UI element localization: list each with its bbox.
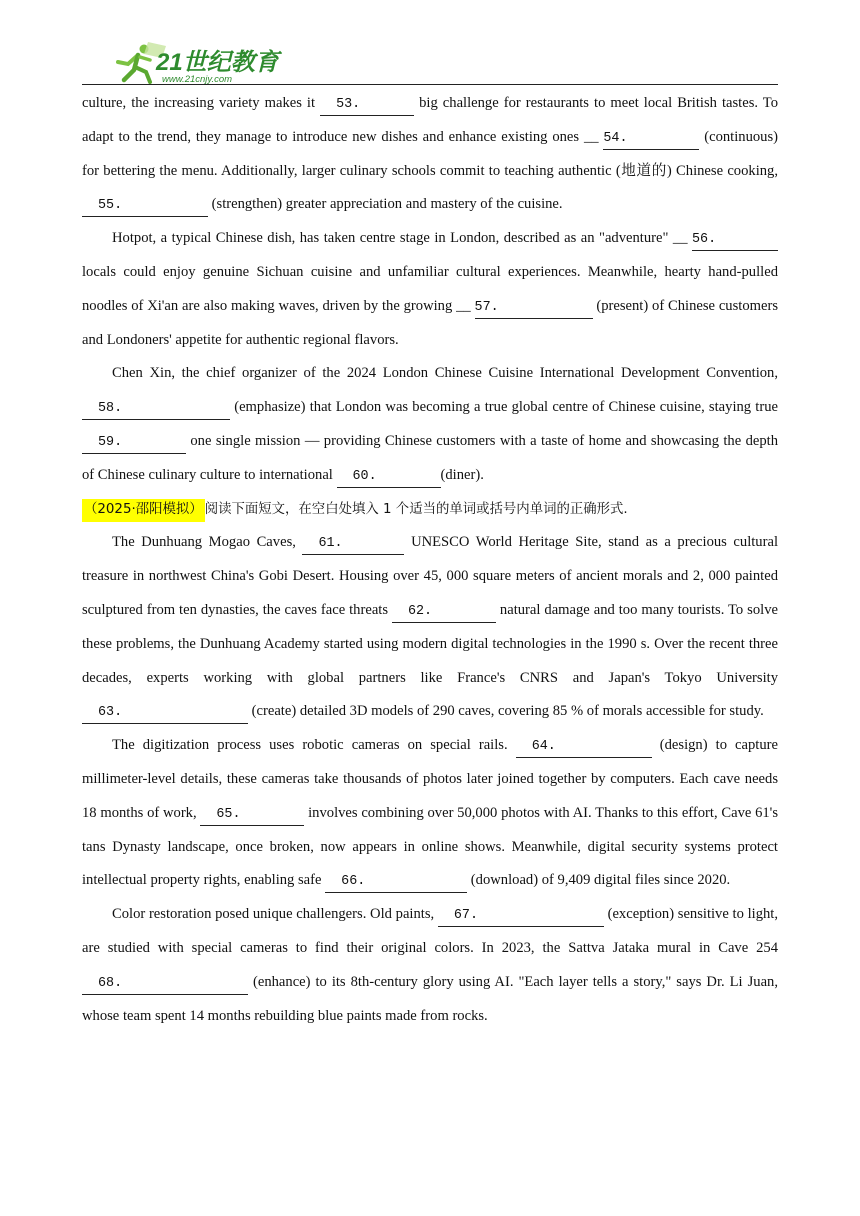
passage2-paragraph-3 — [82, 898, 778, 1033]
blank-63[interactable]: 63. — [82, 703, 248, 724]
document-body — [82, 87, 778, 1033]
blank-60[interactable]: 60. — [337, 467, 441, 488]
text: __ — [583, 128, 599, 145]
21cnjy-logo — [104, 40, 344, 84]
text: (enhance) to its 8th-century glory using AI. "Each layer tells a story," says Dr. Li Juan, whose team spent 14 months rebuilding blue paints made from rocks. — [82, 973, 778, 1024]
text: UNESCO World Heritage Site, stand as a precious cultural treasure in northwest China's Gobi Desert. Housing over 45, 000 square meters of ancient morals and 2, 000 painted sculptured from ten dynasties, the caves face threats — [82, 534, 778, 618]
blank-53[interactable]: 53. — [320, 95, 414, 116]
passage2-paragraph-2 — [82, 729, 778, 898]
blank-61[interactable]: 61. — [302, 534, 404, 555]
blank-62[interactable]: 62. — [392, 602, 496, 623]
source-tag: （2025·邵阳模拟） — [82, 499, 205, 522]
text: (download) of 9,409 digital files since 2020. — [467, 872, 731, 889]
text: one single mission — providing Chinese customers with a taste of home and showcasing the depth of Chinese culinary culture to international — [82, 432, 778, 483]
blank-59[interactable]: 59. — [82, 433, 186, 454]
text: (design) to capture millimeter-level details, these cameras take thousands of photos later joined together by computers. Each cave needs 18 months of work, — [82, 737, 779, 821]
text: natural damage and too many tourists. To solve these problems, the Dunhuang Academy started using modern digital technologies in the 1990 s. Over the recent three decades, experts working with global partners like France's CNRS and Japan's Tokyo University — [82, 601, 778, 686]
logo-url: www.21cnjy.com — [162, 74, 233, 84]
blank-65[interactable]: 65. — [200, 805, 304, 826]
instruction-text: 阅读下面短文，在空白处填入 1 个适当的单词或括号内单词的正确形式. — [204, 501, 628, 517]
passage1-paragraph-3 — [82, 357, 778, 492]
text: Color restoration posed unique challengers. Old paints, — [112, 906, 438, 923]
passage2-paragraph-1 — [82, 526, 778, 729]
text: big challenge for restaurants to meet local British tastes. To adapt to the trend, they manage to introduce new dishes and enhance existing ones — [82, 95, 778, 145]
blank-56[interactable]: 56. — [692, 230, 778, 251]
text: culture, the increasing variety makes it — [82, 95, 321, 111]
text: The Dunhuang Mogao Caves, — [112, 534, 303, 551]
text: locals could enjoy genuine Sichuan cuisine and unfamiliar cultural experiences. Meanwhile, hearty hand-pulled noodles of Xi'an are also making waves, driven by the growing — [82, 263, 778, 314]
text: Chen Xin, the chief organizer of the 2024 London Chinese Cuisine International Development Convention, — [112, 365, 778, 382]
blank-57[interactable]: 57. — [475, 298, 593, 319]
text: involves combining over 50,000 photos with AI. Thanks to this effort, Cave 61's tans Dynasty landscape, once broken, now appears in online shows. Meanwhile, digital security systems protect intellectual property rights, enabling safe — [82, 804, 778, 889]
passage1-paragraph-2 — [82, 222, 778, 357]
text: (continuous) for bettering the menu. Additionally, larger culinary schools commit to teaching authentic (地道的) Chinese cooking, — [82, 128, 779, 179]
text: (exception) sensitive to light, are studied with special cameras to find their original colors. In 2023, the Sattva Jataka mural in Cave 254 — [82, 906, 779, 956]
text: The digitization process uses robotic cameras on special rails. — [112, 737, 516, 754]
text: Hotpot, a typical Chinese dish, has taken centre stage in London, described as an "adventure" — [112, 230, 673, 247]
text: (strengthen) greater appreciation and mastery of the cuisine. — [208, 196, 563, 213]
logo-title: 21世纪教育 — [156, 49, 279, 76]
blank-55[interactable]: 55. — [82, 196, 208, 217]
blank-66[interactable]: 66. — [325, 872, 467, 893]
blank-68[interactable]: 68. — [82, 974, 248, 995]
text: __ — [456, 297, 471, 314]
text: (create) detailed 3D models of 290 caves, covering 85 % of morals accessible for study. — [248, 703, 764, 720]
blank-64[interactable]: 64. — [516, 737, 652, 758]
passage1-paragraph-1 — [82, 87, 778, 222]
instruction-line — [82, 493, 778, 527]
text: (emphasize) that London was becoming a true global centre of Chinese cuisine, staying true — [230, 399, 778, 416]
header-divider — [82, 84, 778, 85]
blank-58[interactable]: 58. — [82, 399, 230, 420]
text: (diner). — [440, 466, 484, 483]
page-header — [82, 38, 778, 86]
text: __ — [672, 230, 688, 247]
blank-54[interactable]: 54. — [603, 129, 699, 150]
text: (present) of Chinese customers and Londoners' appetite for authentic regional flavors. — [82, 297, 779, 348]
blank-67[interactable]: 67. — [438, 906, 604, 927]
